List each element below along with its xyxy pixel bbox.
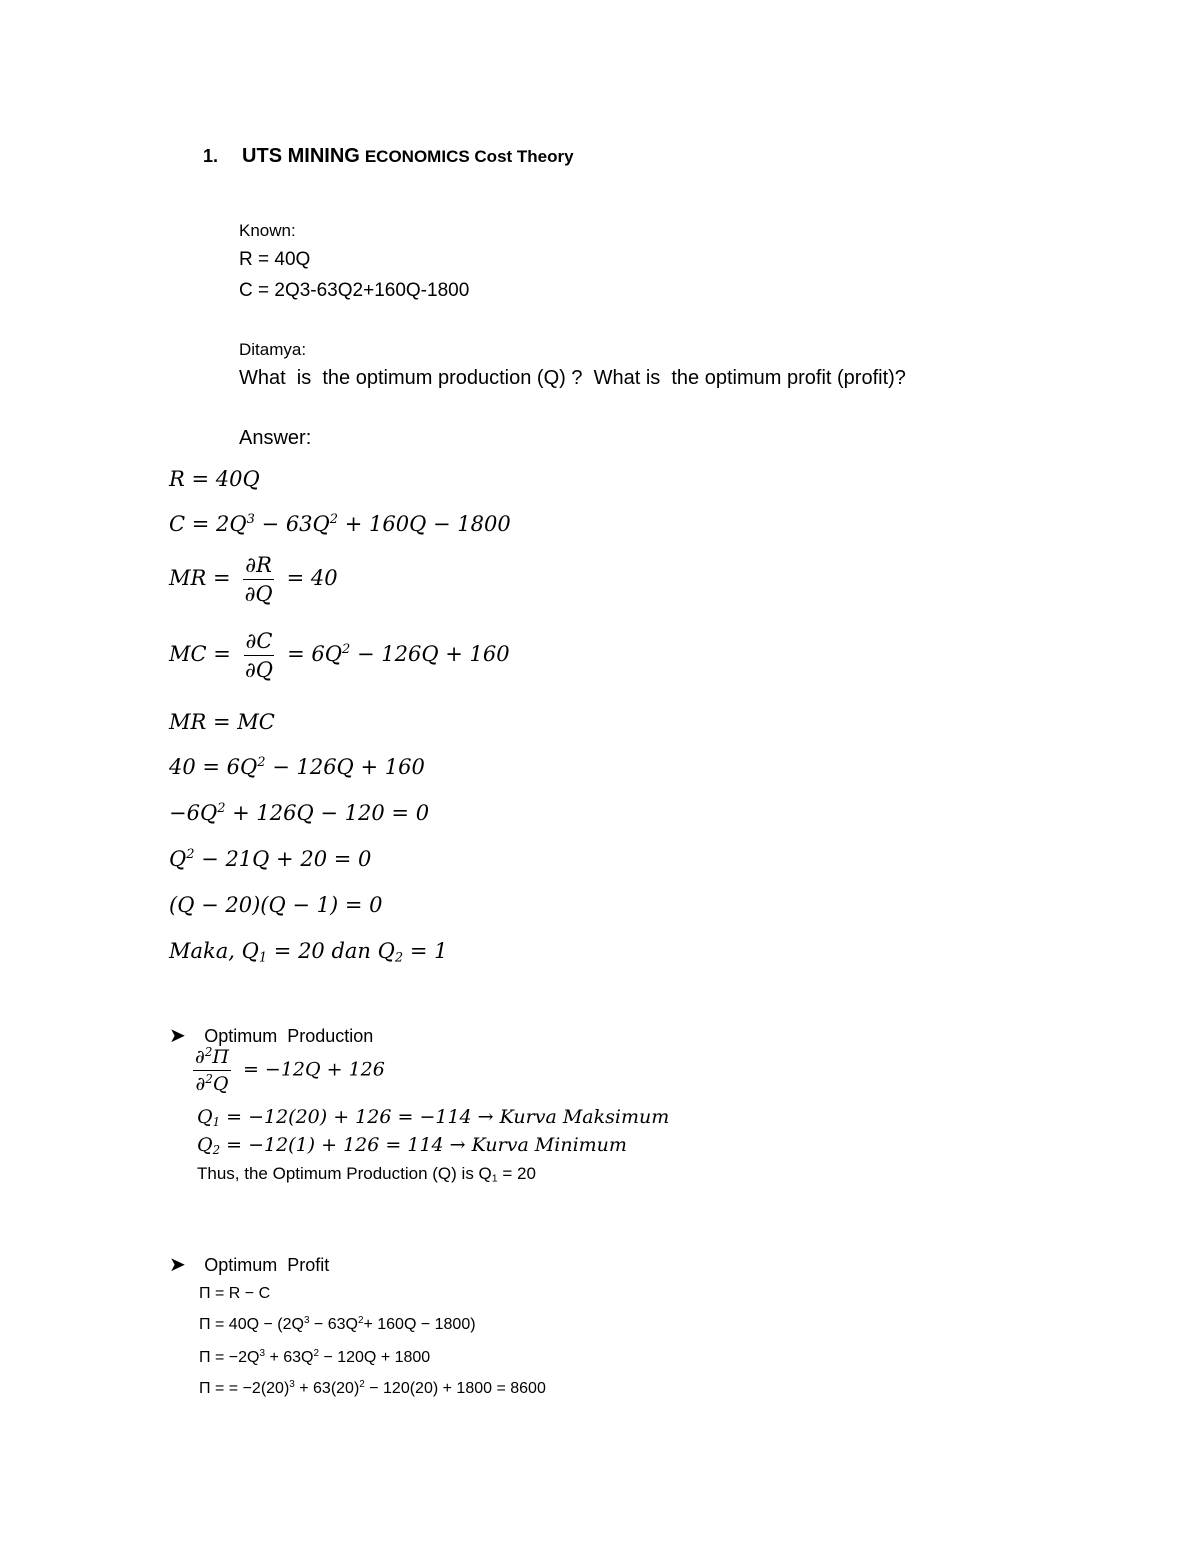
equation-factored: (Q − 20)(Q − 1) = 0 (169, 893, 383, 917)
arrow-bullet-icon: ➤ (169, 1252, 186, 1276)
optimum-profit-label: Optimum Profit (204, 1255, 330, 1275)
optimum-production-label: Optimum Production (204, 1026, 374, 1046)
asked-label: Ditamya: (239, 340, 307, 359)
profit-line-4: Π = = $-2(20)^3 + 63(20)^2 - 120(20) + 1800 = 8600$ (199, 1379, 546, 1397)
profit-line-3: $\Pi = -2Q^3 + 63Q^2 - 120Q + 1800$ (199, 1348, 431, 1366)
profit-line-2: $\Pi = 40Q - (2Q^3 - 63Q^2+ 160Q - 1800)$ (199, 1315, 476, 1333)
second-derivative-fraction: $\frac{\partial^2\Pi}{\partial^2Q}$ (195, 1044, 229, 1095)
section-heading (203, 145, 574, 168)
equation-mr-equals-mc: MR = MC (169, 710, 275, 734)
optimum-production-heading (169, 1023, 373, 1047)
heading-title-main: UTS MINING (242, 145, 360, 167)
known-cost: C = 2Q3-63Q2+160Q-1800 (239, 280, 470, 301)
answer-label: Answer: (239, 427, 312, 449)
mr-fraction: $\frac{\partial R}{\partial Q}$ (244, 553, 273, 606)
equation-roots: Maka, $Q_1 = 20$ dan $Q_2 = 1$ (169, 939, 448, 966)
equation-step-3: $Q^2 - 21Q + 20 = 0$ (169, 847, 372, 871)
arrow-bullet-icon: ➤ (169, 1023, 186, 1047)
equation-marginal-revenue: MR = $\frac{\partial R}{\partial Q}$ = 40 (169, 553, 338, 606)
equation-marginal-cost: MC = $\frac{\partial C}{\partial Q}$ = $6Q^2 - 126Q + 160$ (169, 629, 510, 682)
heading-number: 1. (203, 146, 219, 166)
q1-evaluation: $Q_1 = -12(20) + 126 = -114$ → Kurva Maksimum (197, 1106, 670, 1129)
optimum-profit-heading (169, 1252, 329, 1276)
known-label: Known: (239, 221, 296, 240)
q2-evaluation: $Q_2 = -12(1) + 126 = 114$ → Kurva Minimum (197, 1134, 627, 1157)
heading-title-rest: ECONOMICS Cost Theory (364, 147, 574, 166)
equation-revenue: R = 40Q (169, 467, 260, 491)
profit-line-1: Π = R − C (199, 1285, 271, 1302)
equation-step-1: $40 = 6Q^2 - 126Q + 160$ (169, 755, 425, 779)
known-revenue: R = 40Q (239, 249, 311, 270)
mc-fraction: $\frac{\partial C}{\partial Q}$ (244, 629, 274, 682)
asked-question: What is the optimum production (Q) ? What is the optimum profit (profit)? (239, 367, 906, 389)
second-derivative-equation: $\frac{\partial^2\Pi}{\partial^2Q}$ = −12Q + 126 (195, 1044, 385, 1095)
equation-cost: $C = 2Q^3 - 63Q^2 + 160Q - 1800$ (169, 512, 511, 536)
production-conclusion: Thus, the Optimum Production (Q) is $Q_1 = 20$ (197, 1164, 536, 1185)
equation-step-2: $-6Q^2 + 126Q - 120 = 0$ (169, 801, 430, 825)
